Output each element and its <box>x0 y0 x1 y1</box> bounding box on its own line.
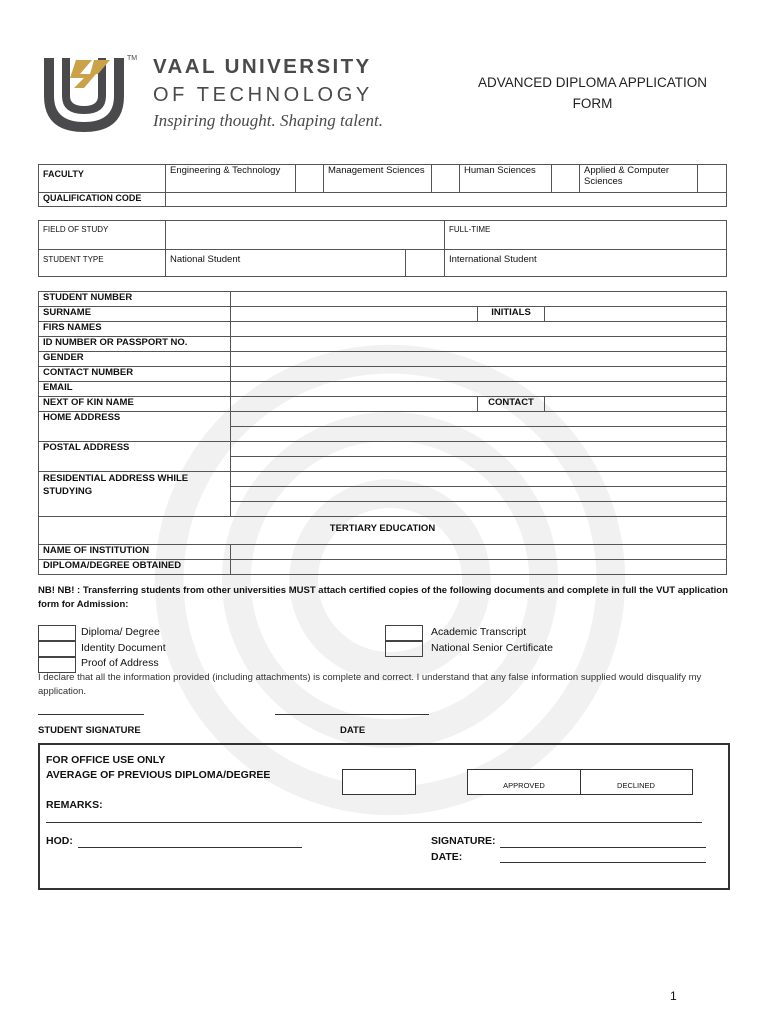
first-names-input[interactable] <box>231 322 727 337</box>
residential-address-input-1[interactable] <box>231 472 727 487</box>
vut-logo-icon <box>40 52 128 136</box>
doc-proof-of-address: Proof of Address <box>81 657 159 669</box>
hod-line[interactable] <box>78 847 302 848</box>
residential-address-input-3[interactable] <box>231 502 727 517</box>
hod-label: HOD: <box>46 835 73 847</box>
field-of-study-input[interactable] <box>166 221 445 250</box>
gender-label: GENDER <box>39 352 231 367</box>
office-date-label: DATE: <box>431 851 463 863</box>
surname-input[interactable] <box>231 307 478 322</box>
declaration-text: I declare that all the information provided (including attachments) is complete and correct. I understand that any false information supplied would disqualify my application. <box>38 672 702 697</box>
email-input[interactable] <box>231 382 727 397</box>
kin-contact-input[interactable] <box>545 397 727 412</box>
student-number-input[interactable] <box>231 292 727 307</box>
check-identity-document[interactable] <box>38 641 76 657</box>
form-title-line1: ADVANCED DIPLOMA APPLICATION <box>477 75 708 90</box>
residential-address-input-2[interactable] <box>231 487 727 502</box>
diploma-obtained-input[interactable] <box>231 560 727 575</box>
study-table <box>38 220 727 277</box>
contact-number-input[interactable] <box>231 367 727 382</box>
postal-address-input-2[interactable] <box>231 457 727 472</box>
university-tagline: Inspiring thought. Shaping talent. <box>153 111 383 130</box>
diploma-obtained-label: DIPLOMA/DEGREE OBTAINED <box>39 560 231 575</box>
home-address-input-2[interactable] <box>231 427 727 442</box>
approved-option[interactable]: APPROVED <box>468 770 581 794</box>
student-number-label: STUDENT NUMBER <box>39 292 231 307</box>
personal-details-table <box>38 291 727 575</box>
faculty-option-engineering: Engineering & Technology <box>166 165 296 193</box>
national-student-option: National Student <box>166 250 406 277</box>
next-of-kin-input[interactable] <box>231 397 478 412</box>
postal-address-label: POSTAL ADDRESS <box>39 442 231 472</box>
office-signature-label: SIGNATURE: <box>431 835 496 847</box>
office-signature-line[interactable] <box>500 847 706 848</box>
tertiary-education-heading: TERTIARY EDUCATION <box>39 517 727 545</box>
doc-diploma-degree: Diploma/ Degree <box>81 626 160 638</box>
average-input[interactable] <box>342 769 416 795</box>
field-of-study-label: FIELD OF STUDY <box>39 221 166 250</box>
qualification-code-field[interactable] <box>166 193 727 207</box>
id-number-label: ID NUMBER OR PASSPORT NO. <box>39 337 231 352</box>
doc-academic-transcript: Academic Transcript <box>431 626 527 638</box>
faculty-table <box>38 164 727 207</box>
check-senior-certificate[interactable] <box>385 641 423 657</box>
office-use-box <box>38 743 730 890</box>
decision-box <box>467 769 693 795</box>
email-label: EMAIL <box>39 382 231 397</box>
id-number-input[interactable] <box>231 337 727 352</box>
university-name-line2: OF TECHNOLOGY <box>153 84 373 106</box>
faculty-label: FACULTY <box>39 165 166 193</box>
student-signature-line[interactable] <box>38 714 144 715</box>
next-of-kin-label: NEXT OF KIN NAME <box>39 397 231 412</box>
fulltime-label: FULL-TIME <box>445 221 727 250</box>
first-names-label: FIRS NAMES <box>39 322 231 337</box>
postal-address-input-1[interactable] <box>231 442 727 457</box>
student-signature-label: STUDENT SIGNATURE <box>38 725 141 736</box>
doc-identity-document: Identity Document <box>81 642 166 654</box>
office-use-title: FOR OFFICE USE ONLY <box>46 754 166 766</box>
international-student-option: International Student <box>445 250 727 277</box>
residential-address-label: RESIDENTIAL ADDRESS WHILE STUDYING <box>39 472 231 517</box>
faculty-check-engineering[interactable] <box>296 165 324 193</box>
transfer-notice: NB! NB! : Transferring students from other universities MUST attach certified copies of the following documents and complete in full the VUT application form for Admission: <box>38 585 728 610</box>
remarks-line[interactable] <box>46 822 702 823</box>
faculty-check-human[interactable] <box>552 165 580 193</box>
faculty-option-applied: Applied & Computer Sciences <box>580 165 698 193</box>
remarks-label: REMARKS: <box>46 799 103 811</box>
initials-label: INITIALS <box>478 307 545 322</box>
trademark: TM <box>127 55 138 62</box>
initials-input[interactable] <box>545 307 727 322</box>
page-number: 1 <box>670 989 677 1003</box>
kin-contact-label: CONTACT <box>478 397 545 412</box>
declined-option[interactable]: DECLINED <box>617 781 655 790</box>
home-address-input-1[interactable] <box>231 412 727 427</box>
qualification-code-label: QUALIFICATION CODE <box>39 193 166 207</box>
institution-input[interactable] <box>231 545 727 560</box>
form-title-line2: FORM <box>572 96 613 111</box>
faculty-check-management[interactable] <box>432 165 460 193</box>
form-title <box>450 72 735 114</box>
doc-senior-certificate: National Senior Certificate <box>431 642 553 654</box>
faculty-option-human: Human Sciences <box>460 165 552 193</box>
office-date-line[interactable] <box>500 862 706 863</box>
gender-input[interactable] <box>231 352 727 367</box>
faculty-check-applied[interactable] <box>698 165 727 193</box>
home-address-label: HOME ADDRESS <box>39 412 231 442</box>
average-label: AVERAGE OF PREVIOUS DIPLOMA/DEGREE <box>46 769 271 781</box>
institution-label: NAME OF INSTITUTION <box>39 545 231 560</box>
date-line[interactable] <box>275 714 429 715</box>
student-type-label: STUDENT TYPE <box>39 250 166 277</box>
contact-number-label: CONTACT NUMBER <box>39 367 231 382</box>
check-diploma-degree[interactable] <box>38 625 76 641</box>
national-student-check[interactable] <box>406 250 445 277</box>
faculty-option-management: Management Sciences <box>324 165 432 193</box>
check-academic-transcript[interactable] <box>385 625 423 641</box>
university-name-line1: VAAL UNIVERSITY <box>153 55 372 78</box>
surname-label: SURNAME <box>39 307 231 322</box>
signature-date-label: DATE <box>340 725 366 736</box>
